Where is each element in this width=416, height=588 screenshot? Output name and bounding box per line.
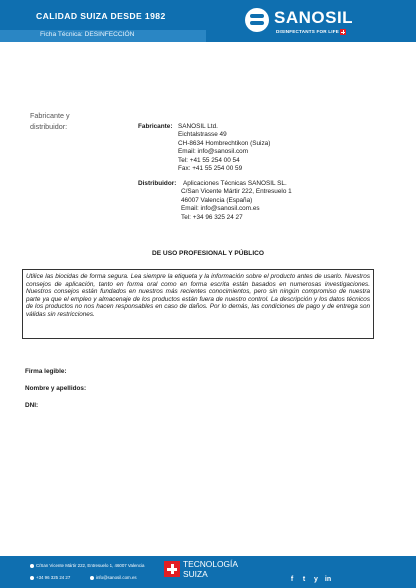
usage-heading: DE USO PROFESIONAL Y PÚBLICO bbox=[151, 250, 265, 257]
mail-icon bbox=[90, 576, 94, 580]
logo-name: SANOSIL bbox=[274, 8, 354, 27]
manufacturer-line: Eichtalstrasse 49 bbox=[178, 131, 227, 139]
sanosil-logo-icon bbox=[245, 8, 269, 32]
footer-email[interactable]: info@sanosil.com.es bbox=[90, 575, 137, 580]
phone-icon bbox=[30, 576, 34, 580]
youtube-icon[interactable]: y bbox=[314, 576, 318, 583]
header-subtitle: Ficha Técnica: DESINFECCIÓN bbox=[40, 31, 135, 38]
manufacturer-line: SANOSIL Ltd. bbox=[178, 123, 218, 130]
swiss-flag-icon bbox=[340, 29, 346, 35]
linkedin-icon[interactable]: in bbox=[324, 576, 332, 583]
manufacturer-fax: Fax: +41 55 254 00 59 bbox=[178, 165, 243, 173]
twitter-icon[interactable]: t bbox=[302, 576, 306, 583]
distributor-line: Aplicaciones Técnicas SANOSIL SL. bbox=[183, 180, 287, 187]
footer-phone: +34 96 325 24 27 bbox=[30, 575, 70, 580]
manufacturer-distributor-label: Fabricante y distribuidor: bbox=[30, 111, 70, 131]
header-subtitle-bar bbox=[0, 30, 206, 42]
manufacturer-line: CH-8634 Hombrechtikon (Suiza) bbox=[178, 139, 271, 147]
distributor-email: Email: info@sanosil.com.es bbox=[181, 205, 260, 213]
distributor-label: Distribuidor: bbox=[138, 180, 177, 187]
location-pin-icon bbox=[30, 564, 34, 568]
logo-tagline: DISINFECTANTS FOR LIFE bbox=[276, 29, 346, 35]
distributor-line: 46007 Valencia (España) bbox=[181, 196, 253, 204]
name-field-label: Nombre y apellidos: bbox=[25, 385, 87, 392]
manufacturer-email: Email: info@sanosil.com bbox=[178, 148, 249, 156]
manufacturer-label: Fabricante: bbox=[138, 123, 173, 130]
swiss-technology-badge: TECNOLOGÍA SUIZA bbox=[183, 559, 238, 579]
header-bar bbox=[0, 0, 416, 42]
manufacturer-phone: Tel: +41 55 254 00 54 bbox=[178, 156, 240, 164]
swiss-flag-icon bbox=[164, 561, 180, 577]
header-title: CALIDAD SUIZA DESDE 1982 bbox=[36, 11, 166, 21]
disclaimer-box: Utilice las biocidas de forma segura. Lea siempre la etiqueta y la información sobre el producto antes de usarlo. Nuestros consejos de aplicación, tanto en forma oral como en forma escrita están basados en numerosas investigaciones. Nuestros consejos están fundados en nuestros más recientes conocimientos, pero sin ningún compromiso de nuestra parte ya que el empleo y almacenaje de los productos están fuera de nuestro control. La descripción y los datos técnicos de los productos no nos hacen responsables en caso de daños. Por lo demás, las condiciones de pago y de entrega son válidas sin restricciones. bbox=[22, 269, 374, 339]
distributor-line: C/San Vicente Mártir 222, Entresuelo 1 bbox=[181, 188, 292, 196]
dni-field-label: DNI: bbox=[25, 402, 39, 409]
footer-address: C/San Vicente Mártir 222, Entresuelo 1, 46007 Valencia bbox=[30, 563, 144, 568]
distributor-phone: Tel: +34 96 325 24 27 bbox=[181, 213, 243, 221]
facebook-icon[interactable]: f bbox=[290, 576, 294, 583]
signature-field-label: Firma legible: bbox=[25, 368, 67, 375]
